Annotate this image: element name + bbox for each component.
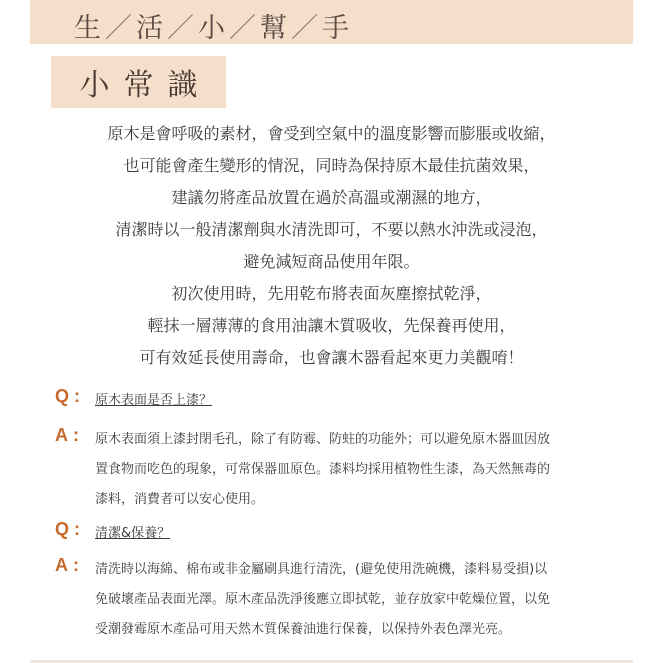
header-banner	[30, 0, 633, 44]
title-char: 幫	[260, 13, 289, 44]
intro-line: 輕抹一層薄薄的食用油讓木質吸收，先保養再使用，	[147, 316, 516, 335]
answer-line: 受潮發霉原木產品可用天然木質保養油進行保養，以保持外表色澤光亮。	[95, 622, 512, 637]
title-separator: ／	[167, 13, 196, 44]
title-separator: ／	[291, 13, 320, 44]
faq-question	[55, 386, 615, 416]
intro-paragraph	[30, 118, 633, 374]
question-letter: Q	[55, 519, 70, 539]
intro-line: 建議勿將產品放置在過於高溫或潮濕的地方，	[171, 188, 492, 207]
answer-marker: A :	[55, 425, 79, 445]
title-char: 手	[322, 13, 351, 44]
answer-line: 置食物而吃色的現象，可常保器皿原色。漆料均採用植物性生漆，為天然無毒的	[95, 462, 551, 477]
answer-line: 免破壞產品表面光澤。原木產品洗淨後應立即拭乾，並存放家中乾燥位置，以免	[95, 592, 551, 607]
section-tag-label: 小常識	[79, 68, 212, 103]
answer-letter: A	[55, 555, 68, 575]
faq-question	[55, 519, 615, 549]
question-marker: Q :	[55, 386, 81, 406]
intro-line: 也可能會產生變形的情況，同時為保持原木最佳抗菌效果，	[123, 156, 540, 175]
question-text: 原木表面是否上漆？	[95, 393, 213, 408]
intro-line: 初次使用時，先用乾布將表面灰塵擦拭乾淨，	[171, 284, 492, 303]
question-text: 清潔&保養？	[95, 526, 171, 541]
faq-answer	[55, 555, 615, 645]
answer-line: 原木表面須上漆封閉毛孔，除了有防霉、防蛀的功能外；可以避免原木器皿因放	[95, 432, 551, 447]
page-title	[74, 6, 351, 45]
intro-line: 原木是會呼吸的素材，會受到空氣中的溫度影響而膨脹或收縮，	[107, 124, 556, 143]
question-marker: Q :	[55, 519, 81, 539]
answer-text	[95, 425, 615, 515]
question-letter: Q	[55, 386, 70, 406]
title-separator: ／	[229, 13, 258, 44]
answer-text	[95, 555, 615, 645]
answer-line: 清洗時以海綿、棉布或非金屬刷具進行清洗，(避免使用洗碗機，漆料易受損)以	[95, 562, 548, 577]
intro-line: 清潔時以一般清潔劑與水清洗即可，不要以熱水沖洗或浸泡，	[115, 220, 548, 239]
answer-marker: A :	[55, 555, 79, 575]
intro-line: 可有效延長使用壽命，也會讓木器看起來更力美觀唷！	[139, 348, 524, 367]
intro-line: 避免減短商品使用年限。	[243, 252, 420, 271]
section-tag	[51, 56, 226, 108]
title-char: 生	[74, 13, 103, 44]
faq-answer	[55, 425, 615, 515]
answer-letter: A	[55, 425, 68, 445]
title-char: 小	[198, 13, 227, 44]
answer-line: 漆料，消費者可以安心使用。	[95, 492, 265, 507]
title-separator: ／	[105, 13, 134, 44]
title-char: 活	[136, 13, 165, 44]
